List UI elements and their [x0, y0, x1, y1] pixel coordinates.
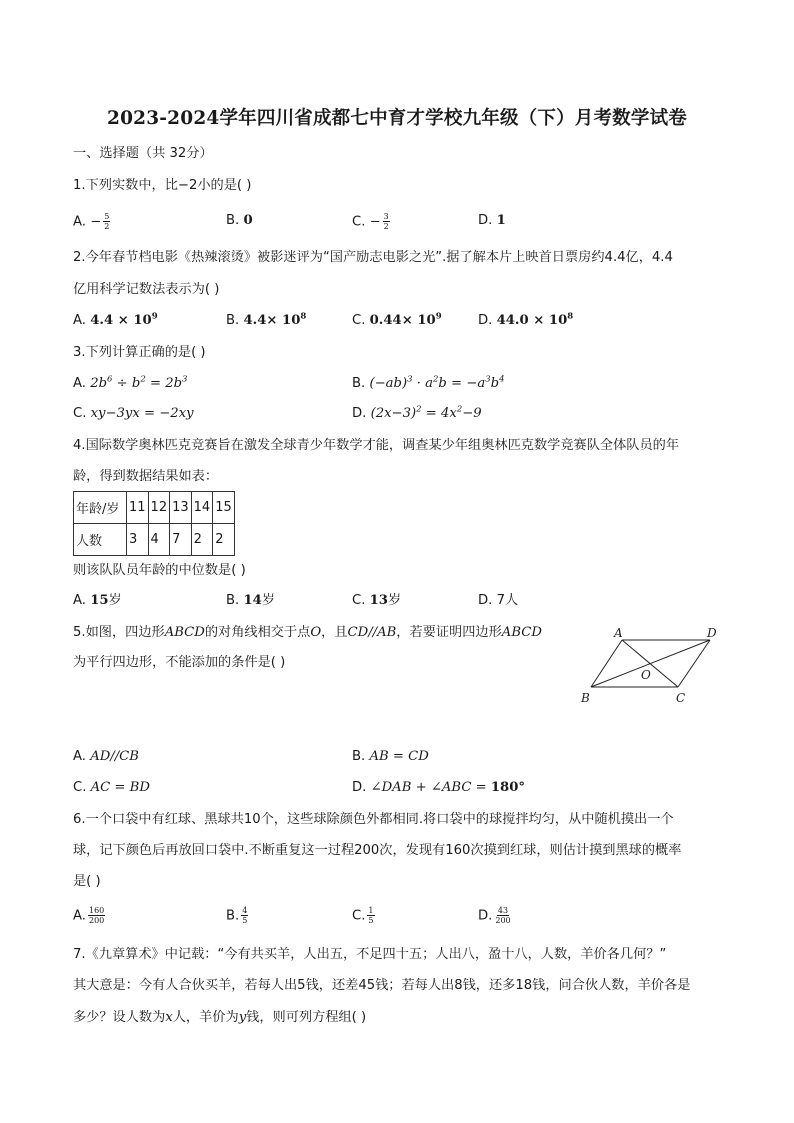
option-expression: $(-ab)^3 \cdot a^2b = -a^3b^4$	[369, 374, 505, 391]
sign: −	[90, 214, 102, 230]
math-symbol: ABCD	[164, 625, 205, 640]
option-label: C.	[352, 908, 366, 924]
question-4-stem-line2: 龄，得到数据结果如表：	[73, 469, 219, 484]
question-3-stem: 3.下列计算正确的是( )	[73, 345, 206, 360]
q2-option-a[interactable]	[73, 312, 158, 330]
numerator: 5	[104, 212, 110, 221]
option-value: 13	[369, 593, 388, 608]
denominator: 200	[88, 916, 105, 925]
table-cell: 4	[148, 524, 170, 556]
option-value: 44.0 × 10	[496, 313, 568, 328]
q3-option-c[interactable]	[73, 405, 194, 423]
stem-text: 多少？设人数为	[73, 1010, 166, 1025]
question-2-stem-line1: 2.今年春节档电影《热辣滚烫》被影迷评为“国产励志电影之光”.据了解本片上映首日票房约4.4亿，4.4	[73, 250, 673, 265]
math-symbol: ABCD	[501, 625, 542, 640]
option-label: D.	[352, 406, 367, 421]
question-6-stem-line1: 6.一个口袋中有红球、黑球共10个，这些球除颜色外都相同.将口袋中的球搅拌均匀，从中随机摸出一个	[73, 812, 674, 827]
vertex-label-o: O	[641, 668, 651, 682]
question-4-stem-line1: 4.国际数学奥林匹克竞赛旨在激发全球青少年数学才能，调查某少年组奥林匹克数学竞赛队全体队员的年	[73, 438, 680, 453]
option-label: B.	[352, 749, 366, 764]
numerator: 43	[497, 906, 509, 915]
fraction	[494, 906, 511, 925]
q4-option-d[interactable]	[478, 592, 518, 610]
q5-option-a[interactable]	[73, 748, 139, 766]
option-value: 0.44× 10	[369, 313, 436, 328]
denominator: 2	[104, 222, 110, 231]
q5-option-b[interactable]	[352, 748, 429, 766]
option-label: C.	[352, 214, 366, 230]
q1-option-b[interactable]	[226, 212, 253, 230]
page-title: 2023-2024学年四川省成都七中育才学校九年级（下）月考数学试卷	[107, 108, 687, 129]
option-label: D.	[478, 313, 493, 328]
fraction	[367, 906, 374, 925]
option-value: 15	[90, 593, 109, 608]
parallelogram-figure	[578, 624, 728, 706]
option-value: 14	[243, 593, 262, 608]
unit: 岁	[108, 593, 122, 608]
q4-option-b[interactable]	[226, 592, 275, 610]
option-expression: AC = BD	[90, 780, 150, 795]
option-expression: AB = CD	[369, 749, 429, 764]
option-label: D.	[478, 593, 493, 608]
exponent: 9	[435, 311, 442, 322]
numerator: 1	[368, 906, 374, 915]
q2-option-d[interactable]	[478, 312, 573, 330]
question-4-question: 则该队队员年龄的中位数是( )	[73, 563, 246, 578]
q1-option-a[interactable]	[73, 212, 112, 232]
denominator: 200	[495, 916, 511, 925]
question-7-stem-line1: 7.《九章算术》中记载：“今有共买羊，人出五，不足四十五；人出八，盈十八，人数，羊价各几何？”	[73, 947, 667, 962]
q3-option-a[interactable]	[73, 375, 187, 393]
table-cell: 3	[127, 524, 149, 556]
segment-dc	[678, 640, 710, 687]
vertex-label-c: C	[676, 691, 686, 705]
option-label: A.	[73, 376, 86, 391]
math-symbol: y	[238, 1010, 247, 1025]
question-1-stem: 1.下列实数中，比−2小的是( )	[73, 178, 252, 193]
option-value: 0	[243, 213, 253, 228]
option-label: B.	[226, 593, 240, 608]
option-label: B.	[226, 313, 240, 328]
sign: −	[369, 214, 381, 230]
stem-text: 人，羊价为	[172, 1010, 239, 1025]
unit: 岁	[387, 593, 402, 608]
denominator: 2	[383, 222, 389, 231]
question-2-stem-line2: 亿用科学记数法表示为( )	[73, 282, 220, 297]
option-label: A.	[73, 908, 86, 924]
stem-text: 5.如图，四边形	[73, 625, 165, 640]
option-label: B.	[226, 908, 240, 924]
vertex-label-d: D	[707, 626, 717, 640]
table-row	[74, 492, 235, 524]
table-cell: 13	[170, 492, 192, 524]
q5-option-c[interactable]	[73, 779, 150, 797]
q2-option-b[interactable]	[226, 312, 306, 330]
q4-option-c[interactable]	[352, 592, 401, 610]
vertex-label-a: A	[614, 626, 623, 640]
option-label: D.	[352, 780, 367, 795]
q6-option-b[interactable]	[226, 906, 250, 926]
option-expression: $2b^6 \div b^2 = 2b^3$	[90, 374, 188, 391]
table-cell: 2	[191, 524, 213, 556]
q6-option-a[interactable]	[73, 906, 107, 926]
exponent: 8	[300, 311, 307, 322]
math-symbol: CD//AB	[347, 625, 397, 640]
table-header-cell: 年龄/岁	[74, 492, 127, 524]
option-expression: $(2x-3)^2 = 4x^2-9$	[370, 404, 482, 421]
question-7-stem-line2: 其大意是：今有人合伙买羊，若每人出5钱，还差45钱；若每人出8钱，还多18钱，问合伙人数，羊价各是	[73, 978, 691, 993]
q3-option-b[interactable]	[352, 375, 505, 393]
numerator: 160	[88, 906, 105, 915]
option-value: 1	[496, 213, 506, 228]
question-7-stem-line3	[73, 1009, 366, 1027]
q2-option-c[interactable]	[352, 312, 442, 330]
option-expression: ∠DAB + ∠ABC =	[370, 780, 491, 795]
fraction	[383, 212, 390, 231]
exponent: 9	[151, 311, 158, 322]
segment-ba	[591, 640, 622, 687]
option-label: A.	[73, 313, 86, 328]
option-value: 4.4 × 10	[90, 313, 152, 328]
stem-text: ，且	[321, 625, 348, 640]
option-expression: AD//CB	[90, 749, 139, 764]
table-header-cell: 人数	[74, 524, 127, 556]
option-label: B.	[352, 376, 366, 391]
option-label: C.	[73, 406, 87, 421]
option-label: A.	[73, 749, 86, 764]
table-cell: 7	[170, 524, 192, 556]
option-label: A.	[73, 593, 86, 608]
denominator: 5	[242, 916, 248, 925]
option-value: 7人	[496, 593, 519, 608]
table-cell: 12	[148, 492, 170, 524]
q5-option-d[interactable]	[352, 779, 525, 797]
q4-option-a[interactable]	[73, 592, 122, 610]
option-label: C.	[352, 593, 366, 608]
age-table	[73, 491, 235, 556]
option-value: 4.4× 10	[243, 313, 301, 328]
numerator: 3	[383, 212, 389, 221]
stem-text: ，若要证明四边形	[396, 625, 502, 640]
option-expression: xy−3yx = −2xy	[90, 406, 194, 421]
q1-option-c[interactable]	[352, 212, 392, 232]
section-heading: 一、选择题（共 32分）	[73, 146, 213, 161]
numerator: 4	[242, 906, 248, 915]
option-label: B.	[226, 213, 240, 228]
exponent: 8	[567, 311, 574, 322]
q6-option-d[interactable]	[478, 906, 514, 926]
table-cell: 14	[191, 492, 213, 524]
fraction	[241, 906, 248, 925]
option-label: D.	[478, 908, 493, 924]
q1-option-d[interactable]	[478, 212, 506, 230]
table-cell: 15	[213, 492, 235, 524]
question-6-stem-line3: 是( )	[73, 874, 101, 889]
question-5-stem-line1	[73, 624, 542, 642]
fraction	[88, 906, 105, 925]
stem-text: 的对角线相交于点	[204, 625, 311, 640]
q6-option-c[interactable]	[352, 906, 377, 926]
table-cell: 11	[127, 492, 149, 524]
table-row	[74, 524, 235, 556]
denominator: 5	[368, 916, 374, 925]
unit: 岁	[261, 593, 275, 608]
table-cell: 2	[213, 524, 235, 556]
fraction	[103, 212, 110, 231]
stem-text: 钱，则可列方程组( )	[246, 1010, 367, 1025]
option-label: C.	[73, 780, 87, 795]
q3-option-d[interactable]	[352, 405, 482, 423]
option-value: 180°	[490, 780, 525, 795]
option-label: A.	[73, 214, 86, 230]
question-6-stem-line2: 球，记下颜色后再放回口袋中.不断重复这一过程200次，发现有160次摸到红球，则估计摸到黑球的概率	[73, 843, 682, 858]
math-symbol: x	[165, 1010, 173, 1025]
option-label: D.	[478, 213, 493, 228]
question-5-stem-line2: 为平行四边形，不能添加的条件是( )	[73, 655, 286, 670]
option-label: C.	[352, 313, 366, 328]
vertex-label-b: B	[581, 691, 590, 705]
math-symbol: O	[310, 625, 322, 640]
